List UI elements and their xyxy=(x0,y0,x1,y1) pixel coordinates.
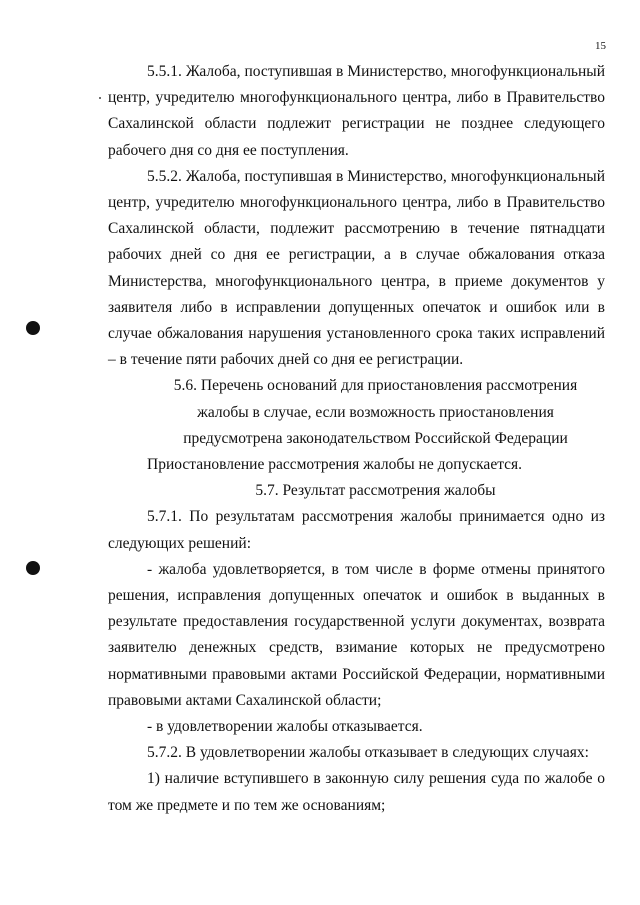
scan-speck xyxy=(99,97,101,99)
paragraph-5-7-2: 5.7.2. В удовлетворении жалобы отказывает в следующих случаях: xyxy=(147,744,589,762)
paragraph-complaint-satisfied: - жалоба удовлетворяется, в том числе в форме отмены принятого решения, исправления допущенных опечаток и ошибок в выданных в результате предоставления государственной услуги документах, возврата заявителю денежных средств, взимание которых не предусмотрено нормативными правовыми актами Российской Федерации, нормативными правовыми актами Сахалинской области; xyxy=(108,560,605,709)
punch-hole-bottom xyxy=(26,561,40,575)
heading-5-6-line-1: 5.6. Перечень оснований для приостановления рассмотрения xyxy=(173,377,578,395)
section-heading-5-7: 5.7. Результат рассмотрения жалобы xyxy=(255,482,496,500)
punch-hole-top xyxy=(26,321,40,335)
heading-5-6-line-3: предусмотрена законодательством Российской Федерации xyxy=(183,429,568,447)
heading-5-6-line-2: жалобы в случае, если возможность приостановления xyxy=(197,403,554,421)
paragraph-5-7-1: 5.7.1. По результатам рассмотрения жалобы принимается одно из следующих решений: xyxy=(108,508,605,552)
section-heading-5-6 xyxy=(108,373,605,452)
paragraph-refusal-case-1: 1) наличие вступившего в законную силу решения суда по жалобе о том же предмете и по тем же основаниям; xyxy=(108,770,605,814)
document-body xyxy=(108,59,605,819)
paragraph-complaint-refused: - в удовлетворении жалобы отказывается. xyxy=(147,718,423,736)
paragraph-5-5-2: 5.5.2. Жалоба, поступившая в Министерство, многофункциональный центр, учредителю многофункционального центра, либо в Правительство Сахалинской области, подлежит рассмотрению в течение пятнадцати рабочих дней со дня ее регистрации, а в случае обжалования отказа Министерства, многофункционального центра, в приеме документов у заявителя либо в исправлении допущенных опечаток и ошибок или в случае обжалования нарушения установленного срока таких исправлений – в течение пяти рабочих дней со дня ее регистрации. xyxy=(108,167,605,369)
paragraph-5-5-1: 5.5.1. Жалоба, поступившая в Министерство, многофункциональный центр, учредителю многофункционального центра, либо в Правительство Сахалинской области подлежит регистрации не позднее следующего рабочего дня со дня ее поступления. xyxy=(108,63,605,159)
paragraph-suspension: Приостановление рассмотрения жалобы не допускается. xyxy=(147,456,523,474)
page-number: 15 xyxy=(595,40,606,52)
